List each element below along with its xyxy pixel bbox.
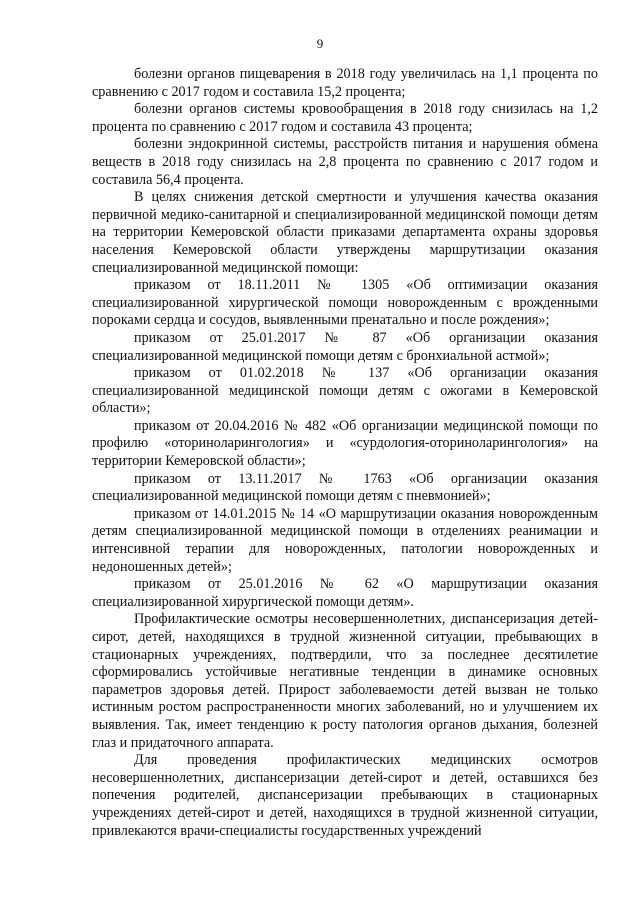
paragraph-order-87: приказом от 25.01.2017 № 87 «Об организации оказания специализированной медицинской помощи детям с бронхиальной астмой»; [92,329,598,364]
paragraph-endocrine: болезни эндокринной системы, расстройств питания и нарушения обмена веществ в 2018 году снизилась на 2,8 процента по сравнению с 2017 годом и составила 56,4 процента. [92,136,598,188]
document-body [92,66,598,840]
page-number: 9 [316,36,324,51]
paragraph-preventive-exams: Профилактические осмотры несовершеннолетних, диспансеризация детей-сирот, детей, находящихся в трудной жизненной ситуации, пребывающих в стационарных учреждениях, подтвердили, что за последнее десятилетие сформировались устойчивые негативные тенденции в динамике основных параметров здоровья детей. Прирост заболеваемости детей вызван не только истинным ростом распространенности многих заболеваний, но и улучшением их выявления. Так, имеет тенденцию к росту патология органов дыхания, болезней глаз и придаточного аппарата. [92,611,598,751]
paragraph-order-137: приказом от 01.02.2018 № 137 «Об организации оказания специализированной медицинской помощи детям с ожогами в Кемеровской области»; [92,365,598,417]
paragraph-order-14: приказом от 14.01.2015 № 14 «О маршрутизации оказания новорожденным детям специализированной медицинской помощи в отделениях реанимации и интенсивной терапии для новорожденных, патологии новорожденных и недоношенных детей»; [92,505,598,575]
paragraph-specialists: Для проведения профилактических медицинских осмотров несовершеннолетних, диспансеризации детей-сирот и детей, оставшихся без попечения родителей, диспансеризации пребывающих в стационарных учреждениях детей-сирот и детей, находящихся в трудной жизненной ситуации, привлекаются врачи-специалисты государственных учреждений [92,752,598,839]
paragraph-circulatory: болезни органов системы кровообращения в 2018 году снизилась на 1,2 процента по сравнению с 2017 годом и составила 43 процента; [92,101,598,135]
paragraph-order-62: приказом от 25.01.2016 № 62 «О маршрутизации оказания специализированной хирургической помощи детям». [92,576,598,610]
paragraph-order-1763: приказом от 13.11.2017 № 1763 «Об организации оказания специализированной медицинской помощи детям с пневмонией»; [92,470,598,505]
paragraph-digestive: болезни органов пищеварения в 2018 году увеличилась на 1,1 процента по сравнению с 2017 годом и составила 15,2 процента; [92,66,598,100]
paragraph-routing-intro: В целях снижения детской смертности и улучшения качества оказания первичной медико-санитарной и специализированной медицинской помощи детям на территории Кемеровской области приказами департамента охраны здоровья населения Кемеровской области утверждены маршрутизации оказания специализированной медицинской помощи: [92,189,598,276]
paragraph-order-1305: приказом от 18.11.2011 № 1305 «Об оптимизации оказания специализированной хирургической помощи новорожденным с врожденными пороками сердца и сосудов, выявленными пренатально и после рождения»; [92,277,598,329]
paragraph-order-482: приказом от 20.04.2016 № 482 «Об организации медицинской помощи по профилю «оториноларингология» и «сурдология-оториноларингология» на территории Кемеровской области»; [92,417,598,470]
